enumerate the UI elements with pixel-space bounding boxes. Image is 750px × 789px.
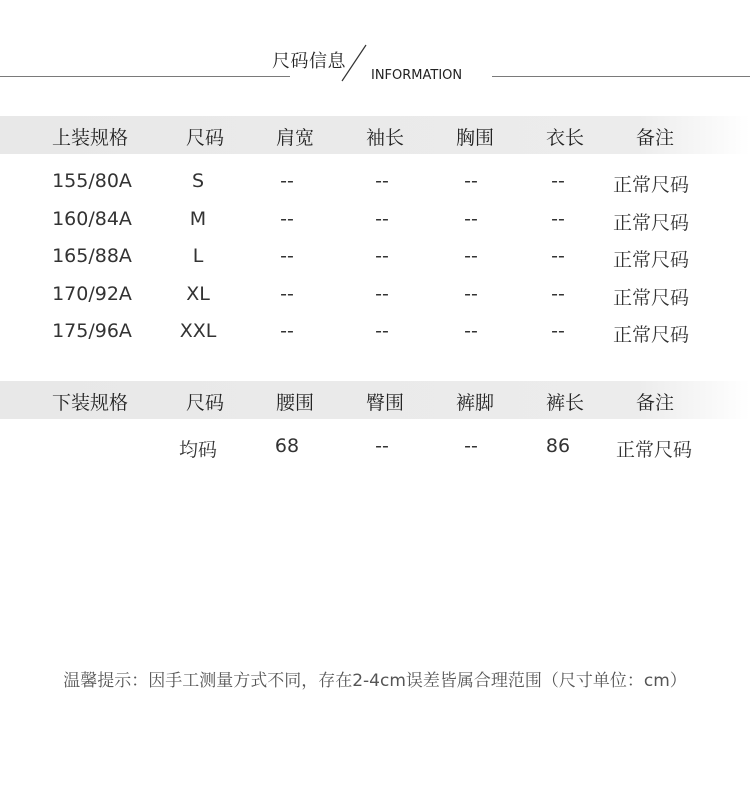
- table-cell: 正常尺码: [612, 212, 690, 234]
- table-cell: --: [464, 320, 478, 342]
- table-cell: --: [375, 320, 389, 342]
- table-cell: 160/84A: [52, 208, 132, 230]
- table-cell: XL: [186, 283, 210, 305]
- section-title: [0, 0, 750, 100]
- table-cell: 86: [545, 435, 571, 457]
- table-cell: S: [191, 170, 205, 192]
- top-header-cell: 上装规格: [51, 127, 129, 149]
- title-divider-left: [0, 76, 290, 77]
- bottom-header-cell: 腰围: [275, 392, 315, 414]
- bottom-header-cell: 下装规格: [51, 392, 129, 414]
- table-cell: --: [375, 208, 389, 230]
- footnote: 温馨提示：因手工测量方式不同，存在2-4cm误差皆属合理范围（尺寸单位：cm）: [63, 671, 687, 691]
- top-header-cell: 袖长: [365, 127, 405, 149]
- table-cell: 155/80A: [52, 170, 132, 192]
- top-header-cell: 肩宽: [275, 127, 315, 149]
- table-cell: 170/92A: [52, 283, 132, 305]
- table-cell: 正常尺码: [615, 439, 693, 461]
- table-cell: --: [551, 320, 565, 342]
- table-cell: 165/88A: [52, 245, 132, 267]
- table-cell: 正常尺码: [612, 174, 690, 196]
- table-cell: --: [464, 208, 478, 230]
- bottom-header-cell: 臀围: [365, 392, 405, 414]
- table-cell: --: [280, 283, 294, 305]
- table-cell: --: [464, 283, 478, 305]
- bottom-header-cell: 裤脚: [455, 392, 495, 414]
- table-cell: 正常尺码: [612, 287, 690, 309]
- table-cell: L: [192, 245, 204, 267]
- table-cell: --: [280, 245, 294, 267]
- table-cell: XXL: [179, 320, 217, 342]
- table-cell: --: [280, 170, 294, 192]
- table-cell: --: [551, 170, 565, 192]
- table-cell: 68: [274, 435, 300, 457]
- table-cell: 正常尺码: [612, 249, 690, 271]
- table-cell: --: [280, 208, 294, 230]
- table-cell: 均码: [178, 439, 218, 461]
- title-chinese: 尺码信息: [272, 51, 346, 72]
- title-divider-right: [492, 76, 750, 77]
- table-cell: --: [464, 435, 478, 457]
- table-cell: --: [464, 245, 478, 267]
- top-header-cell: 尺码: [185, 127, 225, 149]
- title-english: INFORMATION: [371, 68, 463, 83]
- table-cell: --: [551, 245, 565, 267]
- table-cell: --: [375, 435, 389, 457]
- table-cell: M: [189, 208, 207, 230]
- table-cell: --: [375, 170, 389, 192]
- top-header-cell: 衣长: [545, 127, 585, 149]
- bottom-header-cell: 尺码: [185, 392, 225, 414]
- slash-divider-icon: [340, 44, 368, 82]
- top-header-cell: 备注: [635, 127, 675, 149]
- bottom-header-cell: 裤长: [545, 392, 585, 414]
- table-cell: --: [375, 245, 389, 267]
- table-cell: 175/96A: [52, 320, 132, 342]
- table-cell: --: [280, 320, 294, 342]
- table-cell: --: [551, 283, 565, 305]
- table-cell: 正常尺码: [612, 324, 690, 346]
- table-cell: --: [464, 170, 478, 192]
- top-header-cell: 胸围: [455, 127, 495, 149]
- table-cell: --: [375, 283, 389, 305]
- table-cell: --: [551, 208, 565, 230]
- bottom-header-cell: 备注: [635, 392, 675, 414]
